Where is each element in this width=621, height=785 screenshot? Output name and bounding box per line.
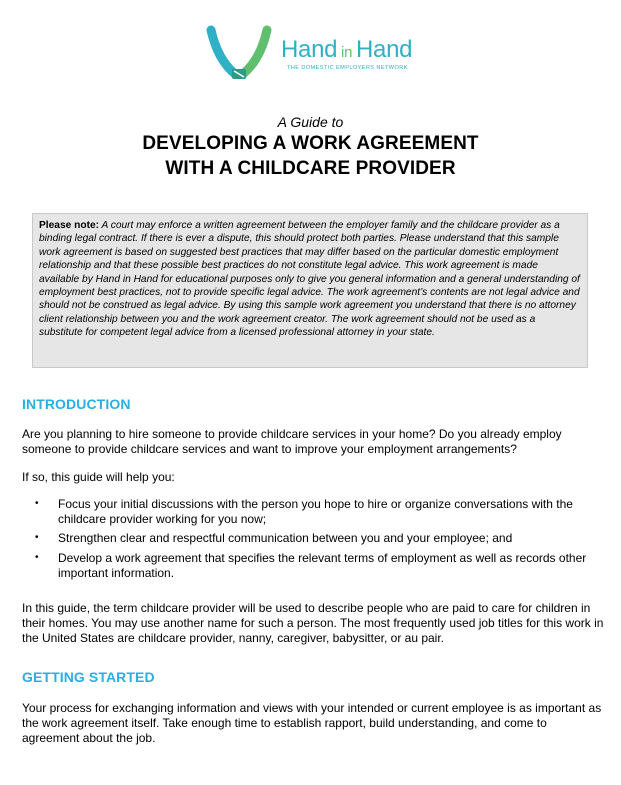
list-item: • Strengthen clear and respectful communication between you and your employee; and <box>35 531 513 546</box>
bullet-icon: • <box>35 551 39 563</box>
bullet-icon: • <box>35 498 39 509</box>
disclaimer-text: A court may enforce a written agreement between the employer family and the childcare provider as a binding legal contract. If there is ever a dispute, this should protect both parties. Please understand that this sample work agreement is based on suggested best practices that may differ based on the particular domestic employment relationship and that these possible best practices do not constitute legal advice. This work agreement is made available by Hand in Hand for educational purposes only to give you general information and a general understanding of employment best practices, not to provide specific legal advice. The work agreement’s contents are not legal advice and should not be construed as legal advice. By using this sample work agreement you understand that there is no attorney client relationship between you and the work agreement creator. The work agreement should not be used as a substitute for competent legal advice from a licensed professional attorney in your state. <box>39 220 580 339</box>
hand-in-hand-logo <box>205 24 420 84</box>
getting-started-paragraph: Your process for exchanging information and views with your intended or current employee is as important as the work agreement itself. Take enough time to establish rapport, build understanding, and come to agreement about the job. <box>22 701 602 746</box>
logo-wordmark: Hand in Hand <box>281 36 413 63</box>
document-title-line-2: WITH A CHILDCARE PROVIDER <box>165 158 456 179</box>
guide-benefits-list <box>22 497 607 585</box>
legal-disclaimer-box <box>32 213 588 368</box>
hands-icon <box>205 24 275 84</box>
logo-tagline: THE DOMESTIC EMPLOYERS NETWORK <box>287 65 408 71</box>
introduction-paragraph-1: Are you planning to hire someone to provide childcare services in your home? Do you already employ someone to provide childcare services and want to improve your employment arrangements? <box>22 427 562 457</box>
list-item: • Focus your initial discussions with the person you hope to hire or organize conversations with the childcare provider working for you now; <box>35 497 573 527</box>
introduction-paragraph-3: In this guide, the term childcare provider will be used to describe people who are paid to care for children in their homes. You may use another name for such a person. The most frequently used job titles for this work in the United States are childcare provider, nanny, caregiver, babysitter, or au pair. <box>22 601 604 646</box>
document-subtitle: A Guide to <box>277 114 344 130</box>
disclaimer-label: Please note: <box>39 220 100 231</box>
document-title-line-1: DEVELOPING A WORK AGREEMENT <box>142 133 479 154</box>
getting-started-heading: GETTING STARTED <box>22 669 155 685</box>
list-item: • Develop a work agreement that specifies the relevant terms of employment as well as records other important information. <box>35 550 587 580</box>
bullet-icon: • <box>35 532 39 544</box>
introduction-paragraph-2: If so, this guide will help you: <box>22 470 175 484</box>
introduction-heading: INTRODUCTION <box>22 396 131 412</box>
